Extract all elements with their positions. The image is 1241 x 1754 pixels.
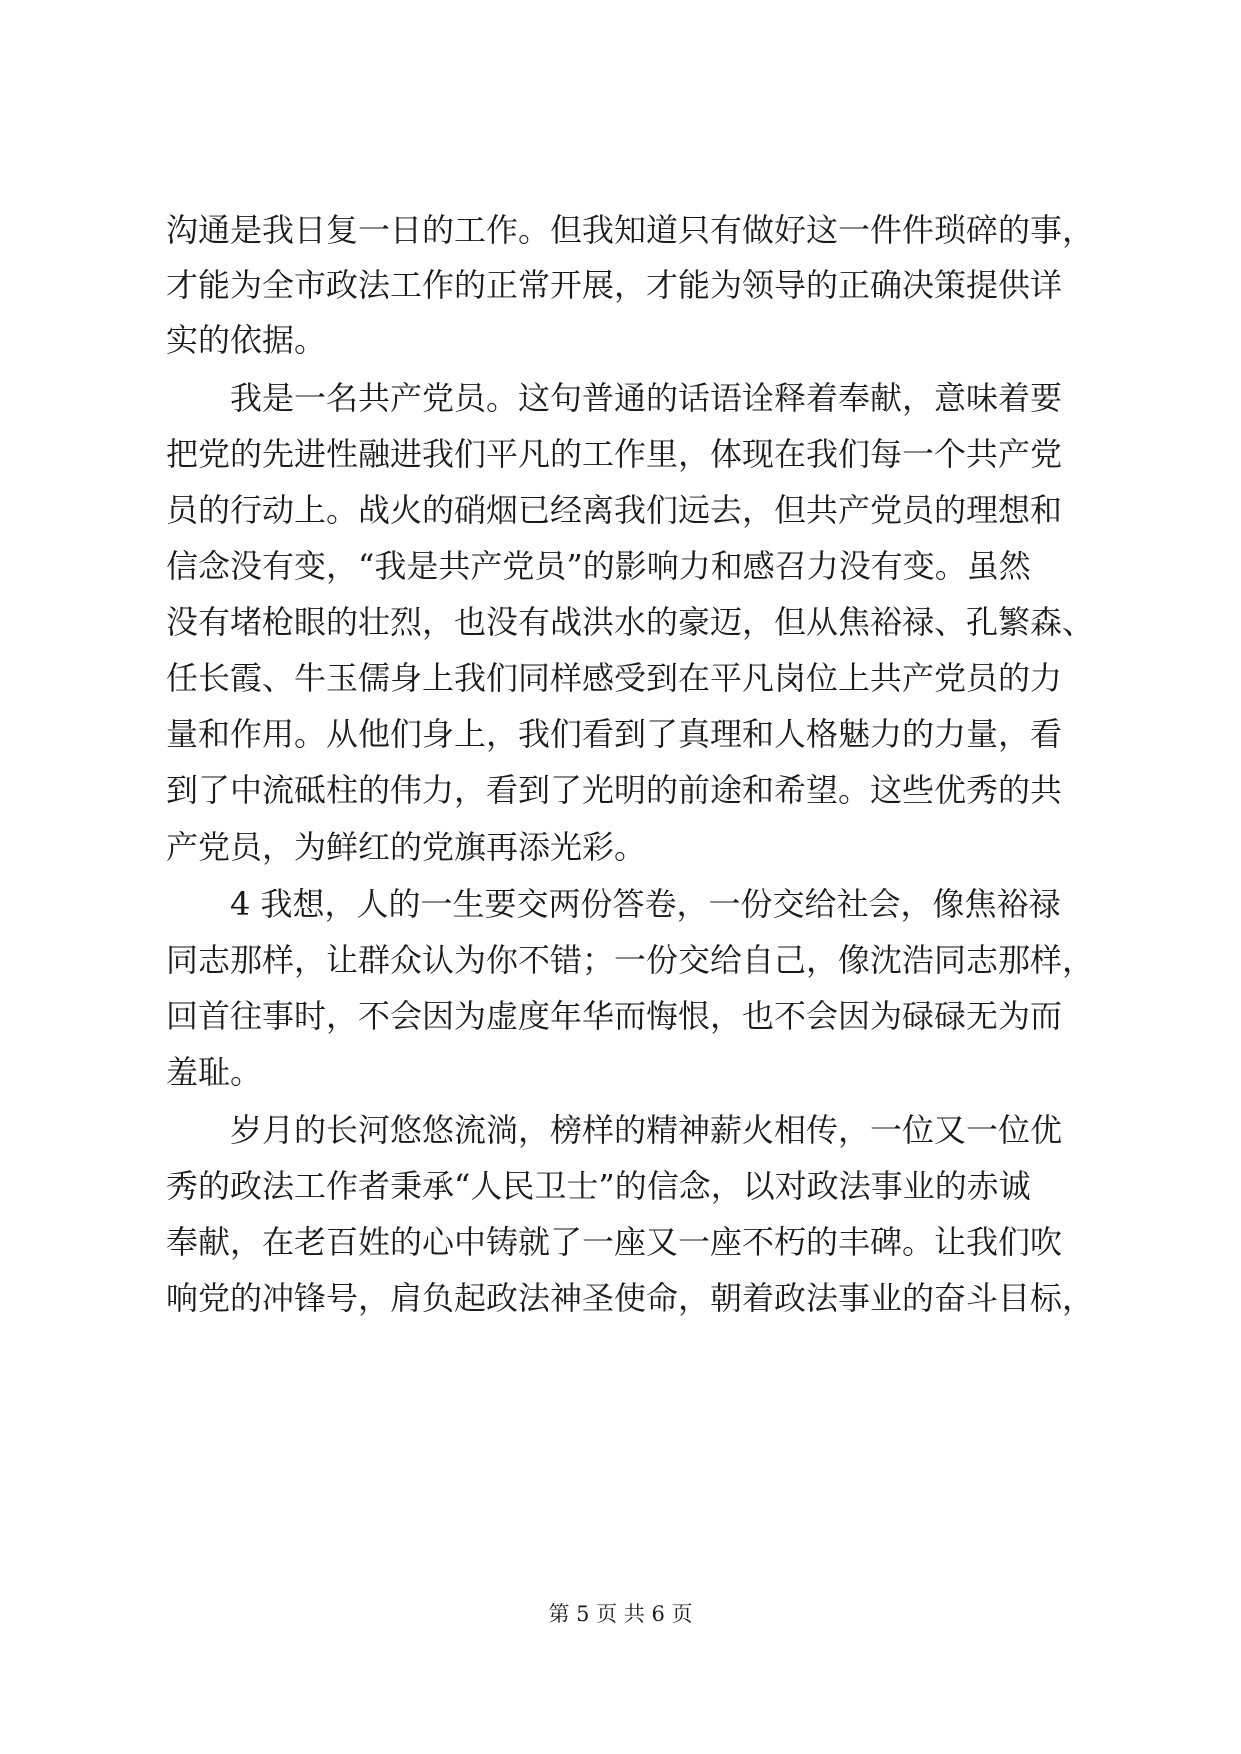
body-line: 量和作用。从他们身上，我们看到了真理和人格魅力的力量，看 <box>166 715 1063 753</box>
body-line: 把党的先进性融进我们平凡的工作里，体现在我们每一个共产党 <box>166 435 1063 473</box>
body-line: 沟通是我日复一日的工作。但我知道只有做好这一件件琐碎的事， <box>166 211 1095 249</box>
body-line: 秀的政法工作者秉承“人民卫士”的信念，以对政法事业的赤诚 <box>166 1167 1031 1205</box>
body-line: 任长霞、牛玉儒身上我们同样感受到在平凡岗位上共产党员的力 <box>166 659 1063 697</box>
body-line: 没有堵枪眼的壮烈，也没有战洪水的豪迈，但从焦裕禄、孔繁森、 <box>166 603 1095 641</box>
body-line: 同志那样，让群众认为你不错；一份交给自己，像沈浩同志那样， <box>166 941 1095 979</box>
body-line: 我是一名共产党员。这句普通的话语诠释着奉献，意味着要 <box>166 379 1063 417</box>
page-footer: 第 5 页 共 6 页 <box>548 1602 693 1626</box>
body-line: 信念没有变，“我是共产党员”的影响力和感召力没有变。虽然 <box>166 547 1031 585</box>
body-line: 4 我想，人的一生要交两份答卷，一份交给社会，像焦裕禄 <box>166 885 1061 923</box>
body-line: 响党的冲锋号，肩负起政法神圣使命，朝着政法事业的奋斗目标， <box>166 1279 1095 1317</box>
body-line: 员的行动上。战火的硝烟已经离我们远去，但共产党员的理想和 <box>166 491 1063 529</box>
body-line: 奉献，在老百姓的心中铸就了一座又一座不朽的丰碑。让我们吹 <box>166 1223 1063 1261</box>
body-line: 实的依据。 <box>166 321 327 359</box>
body-line: 到了中流砥柱的伟力，看到了光明的前途和希望。这些优秀的共 <box>166 771 1063 809</box>
body-line: 回首往事时，不会因为虚度年华而悔恨，也不会因为碌碌无为而 <box>166 997 1063 1035</box>
body-line: 羞耻。 <box>166 1053 263 1091</box>
body-line: 产党员，为鲜红的党旗再添光彩。 <box>166 828 647 866</box>
body-line: 才能为全市政法工作的正常开展，才能为领导的正确决策提供详 <box>166 266 1063 304</box>
body-line: 岁月的长河悠悠流淌，榜样的精神薪火相传，一位又一位优 <box>166 1111 1063 1149</box>
